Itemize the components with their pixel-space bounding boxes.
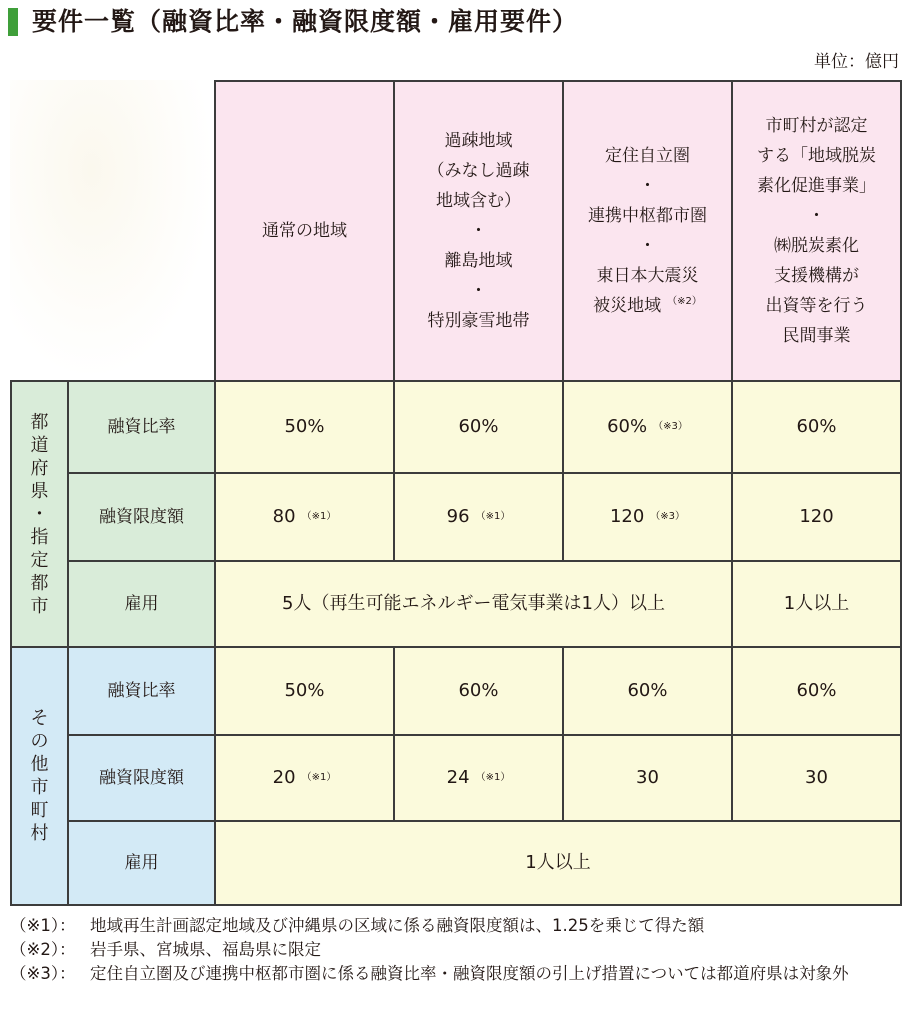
footnote-mark: （※1）： xyxy=(10,916,76,935)
column-header-line: ・ xyxy=(470,281,487,301)
table-cell: 80 （※1） xyxy=(214,472,395,562)
footnote-mark: （※2）： xyxy=(10,940,76,959)
column-header-line: 離島地域 xyxy=(444,251,513,271)
footnote-text: 地域再生計画認定地域及び沖縄県の区域に係る融資限度額は、1.25を乗じて得た額 xyxy=(90,916,705,935)
column-header-line: 定住自立圏 xyxy=(605,146,690,166)
page-title: 要件一覧（融資比率・融資限度額・雇用要件） xyxy=(32,7,579,36)
column-header-line: ・ xyxy=(808,206,825,226)
footnote-ref: （※2） xyxy=(667,296,702,308)
column-header-line: 被災地域 xyxy=(593,296,662,316)
table-cell: 1人以上 xyxy=(731,560,902,648)
footnote xyxy=(10,938,910,962)
table-corner xyxy=(10,80,214,380)
column-header-settlement xyxy=(562,80,733,382)
footnote-mark: （※3）： xyxy=(10,964,76,983)
table-cell: 30 xyxy=(731,734,902,822)
column-header-line: 特別豪雪地帯 xyxy=(427,311,530,331)
table-cell: 24 （※1） xyxy=(393,734,564,822)
table-cell: 60% xyxy=(393,646,564,736)
column-header-line: 通常の地域 xyxy=(262,221,347,241)
unit-label: 単位：億円 xyxy=(814,52,899,72)
column-header-line: 東日本大震災 xyxy=(596,266,699,286)
row-label-loan-limit: 融資限度額 xyxy=(67,472,216,562)
table-cell: 120 （※3） xyxy=(562,472,733,562)
table-cell: 60% xyxy=(731,646,902,736)
column-header-line: 支援機構が xyxy=(774,266,859,286)
column-header-depopulated xyxy=(393,80,564,382)
column-header-line: 地域含む） xyxy=(436,191,521,211)
table-cell: 60% （※3） xyxy=(562,380,733,474)
column-header-line: 出資等を行う xyxy=(765,296,868,316)
footnote-text: 定住自立圏及び連携中枢都市圏に係る融資比率・融資限度額の引上げ措置については都道府県は対象外 xyxy=(90,964,849,983)
row-label-loan-ratio: 融資比率 xyxy=(67,380,216,474)
column-header-line: 民間事業 xyxy=(782,326,851,346)
table-cell: 50% xyxy=(214,646,395,736)
footnote-text: 岩手県、宮城県、福島県に限定 xyxy=(90,940,321,959)
row-label-employment: 雇用 xyxy=(67,560,216,648)
table-cell: 30 xyxy=(562,734,733,822)
column-header-line: 素化促進事業」 xyxy=(757,176,876,196)
table-cell: 60% xyxy=(562,646,733,736)
footnote xyxy=(10,914,910,938)
column-header-line: （みなし過疎 xyxy=(427,161,530,181)
column-header-line: 市町村が認定 xyxy=(765,116,868,136)
row-label-loan-ratio: 融資比率 xyxy=(67,646,216,736)
table-cell: 120 xyxy=(731,472,902,562)
column-header-line: する「地域脱炭 xyxy=(757,146,876,166)
column-header-line: ㈱脱炭素化 xyxy=(774,236,859,256)
table-cell-merged: 5人（再生可能エネルギー電気事業は1人）以上 xyxy=(214,560,733,648)
group-label-prefecture: 都 道 府 県 ・ 指 定 都 市 xyxy=(10,380,69,648)
column-header-line: ・ xyxy=(639,176,656,196)
column-header-line: 連携中枢都市圏 xyxy=(588,206,707,226)
footnote xyxy=(10,962,910,986)
table-cell: 60% xyxy=(393,380,564,474)
group-label-other-municipalities: そ の 他 市 町 村 xyxy=(10,646,69,906)
column-header-line: ・ xyxy=(639,236,656,256)
table-cell: 60% xyxy=(731,380,902,474)
table-cell: 20 （※1） xyxy=(214,734,395,822)
column-header-normal xyxy=(214,80,395,382)
table-cell: 50% xyxy=(214,380,395,474)
footnotes xyxy=(10,914,910,986)
title-accent-bar xyxy=(8,8,18,36)
table-cell-merged: 1人以上 xyxy=(214,820,902,906)
row-label-loan-limit: 融資限度額 xyxy=(67,734,216,822)
column-header-line: 過疎地域 xyxy=(444,131,513,151)
table-cell: 96 （※1） xyxy=(393,472,564,562)
column-header-decarbonization xyxy=(731,80,902,382)
row-label-employment: 雇用 xyxy=(67,820,216,906)
column-header-line: ・ xyxy=(470,221,487,241)
